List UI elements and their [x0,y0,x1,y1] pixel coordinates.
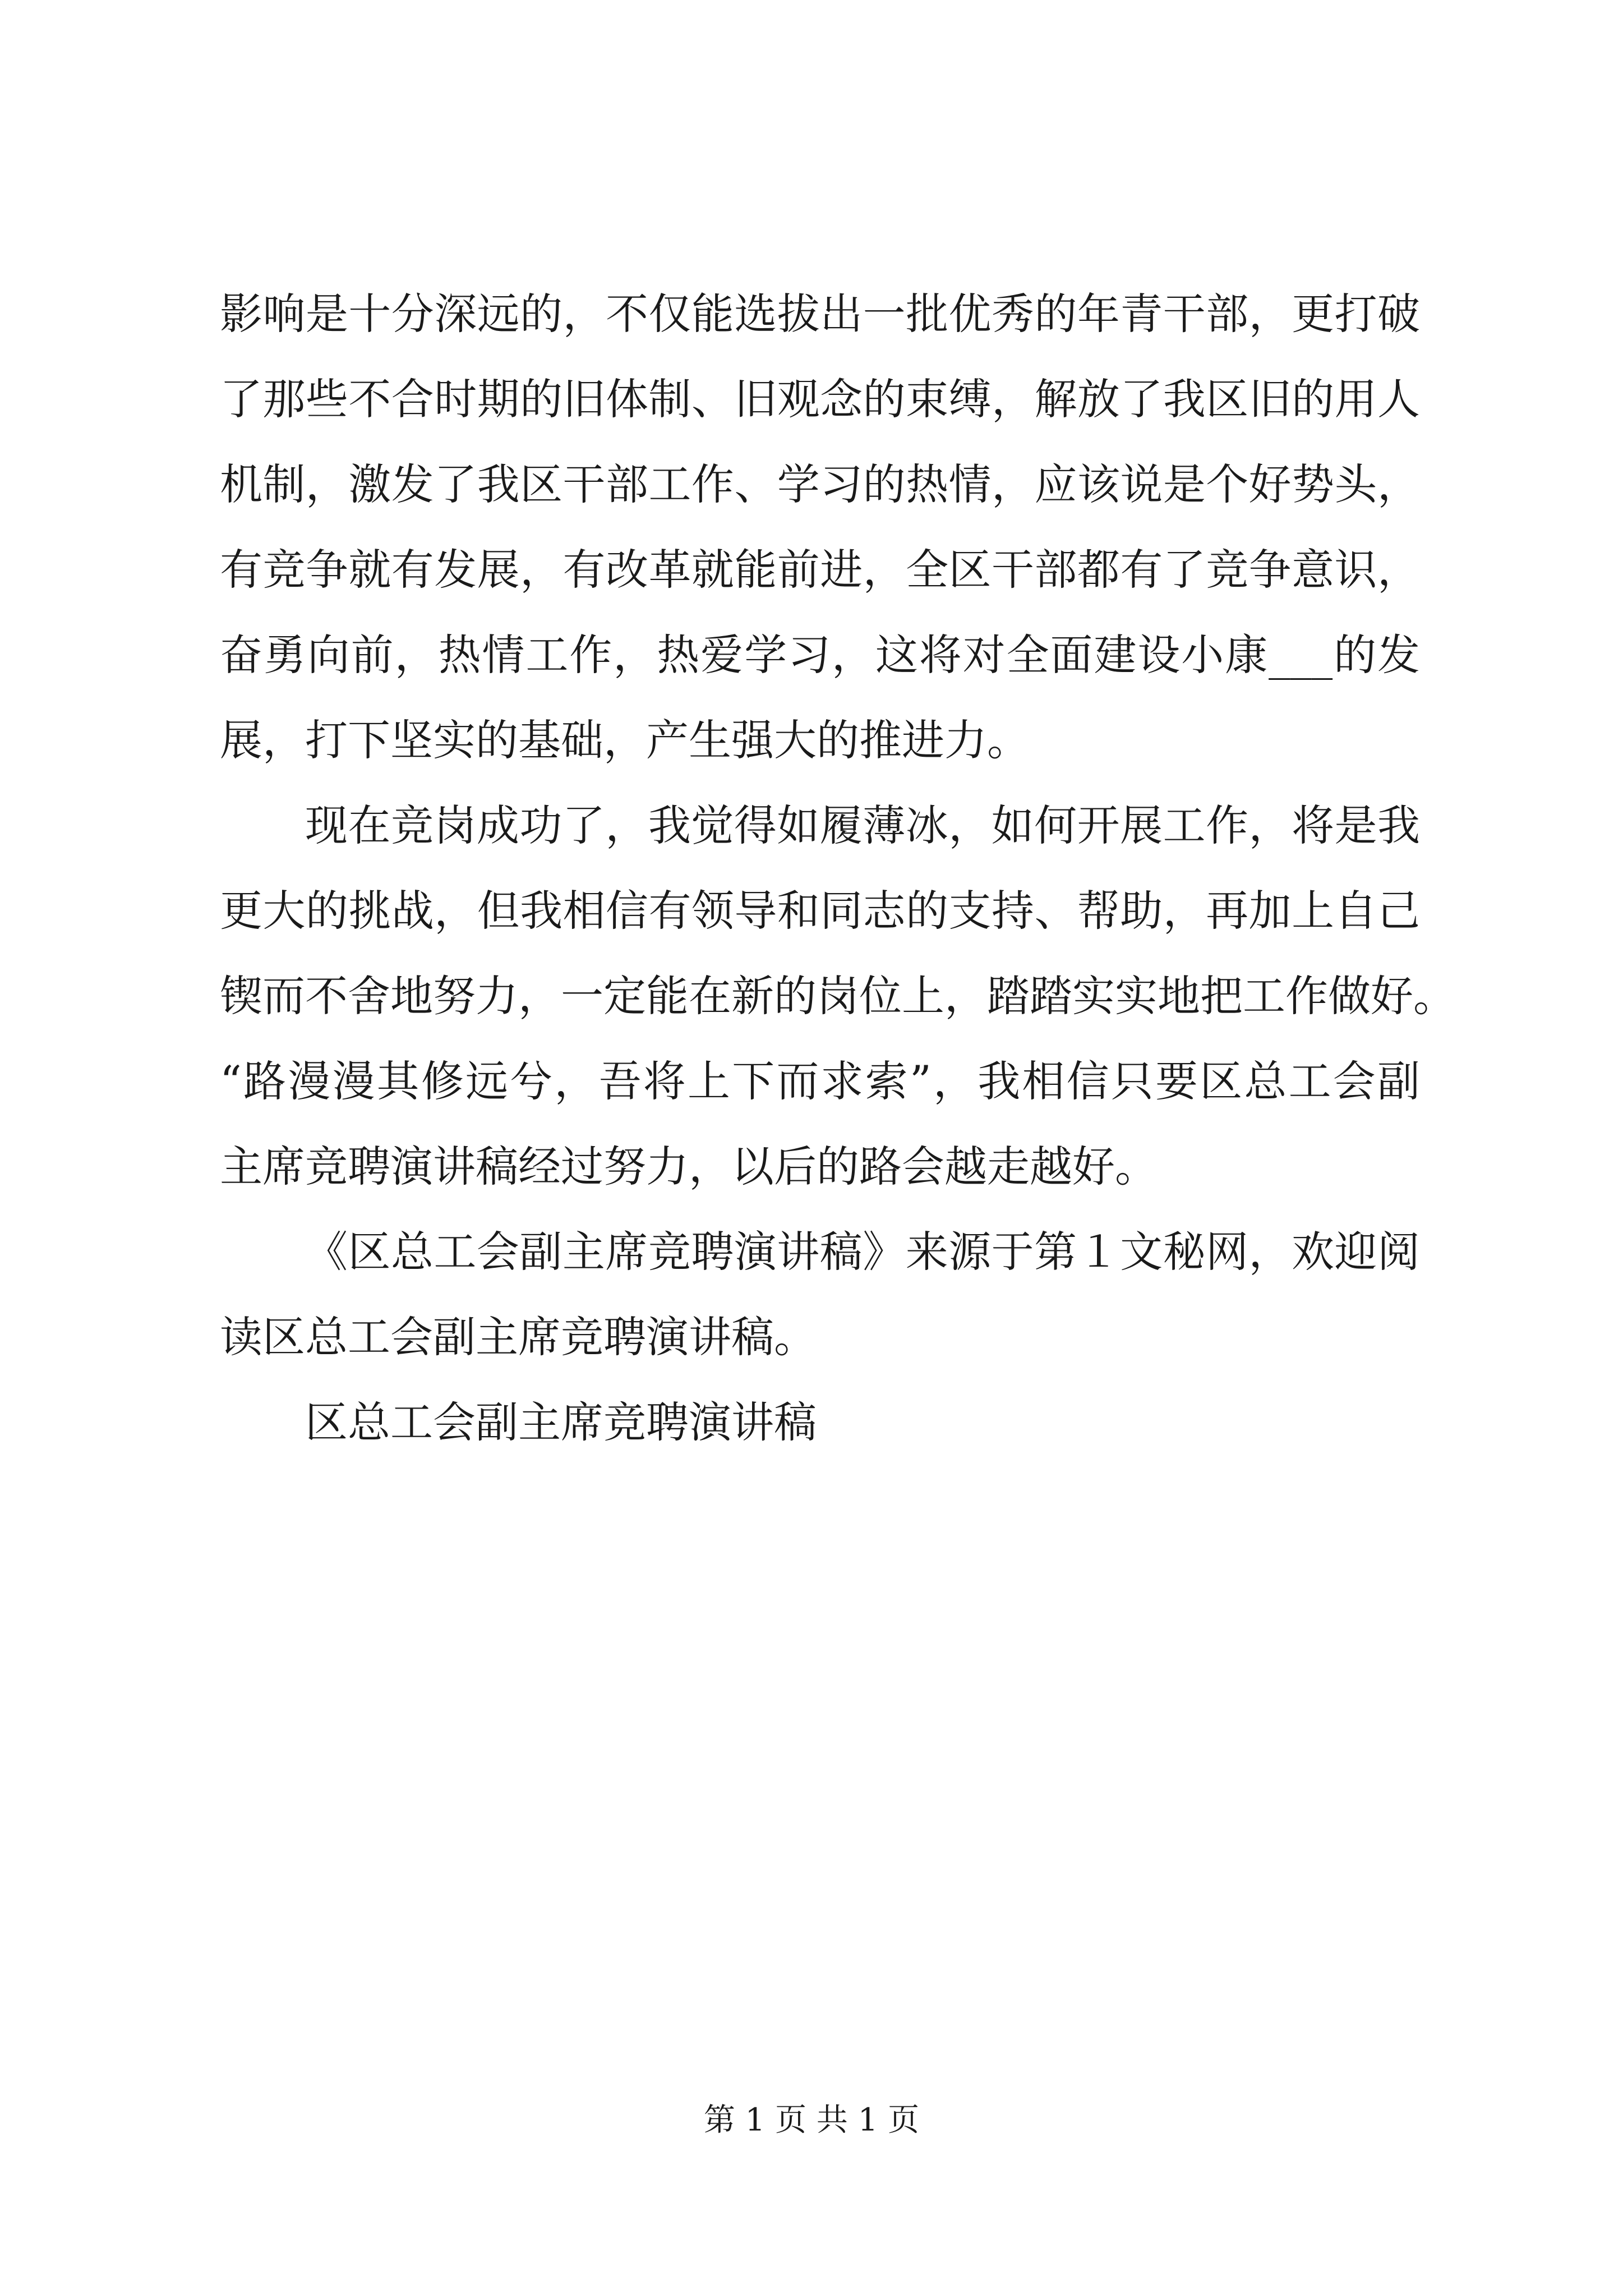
text-line: 读区总工会副主席竞聘演讲稿。 [220,1312,817,1362]
text-line: 锲而不舍地努力，一定能在新的岗位上，踏踏实实地把工作做好。 [220,971,1456,1021]
text-line: 更大的挑战，但我相信有领导和同志的支持、帮助，再加上自己 [220,886,1420,936]
text-line: 奋勇向前，热情工作，热爱学习，这将对全面建设小康___的发 [220,630,1420,680]
text-line: 影响是十分深远的，不仅能选拔出一批优秀的年青干部，更打破 [220,289,1420,339]
document-body [220,272,1456,1465]
text-line: 《区总工会副主席竞聘演讲稿》来源于第１文秘网，欢迎阅 [305,1227,1420,1277]
text-line: 机制，激发了我区干部工作、学习的热情，应该说是个好势头， [220,459,1420,509]
page-number-footer: 第 1 页 共 1 页 [703,2102,920,2138]
paragraph-4 [220,1380,1420,1465]
paragraph-2 [220,783,1456,1209]
paragraph-1 [220,272,1420,783]
paragraph-3 [220,1209,1420,1380]
text-line: 有竞争就有发展，有改革就能前进，全区干部都有了竞争意识， [220,545,1420,595]
text-line: “路漫漫其修远兮，吾将上下而求索”，我相信只要区总工会副 [220,1056,1420,1106]
text-line: 主席竞聘演讲稿经过努力，以后的路会越走越好。 [220,1142,1158,1191]
text-line: 现在竞岗成功了，我觉得如履薄冰，如何开展工作，将是我 [305,800,1420,850]
text-line: 展，打下坚实的基础，产生强大的推进力。 [220,715,1030,765]
text-line: 区总工会副主席竞聘演讲稿 [305,1397,817,1447]
text-line: 了那些不合时期的旧体制、旧观念的束缚，解放了我区旧的用人 [220,374,1420,424]
